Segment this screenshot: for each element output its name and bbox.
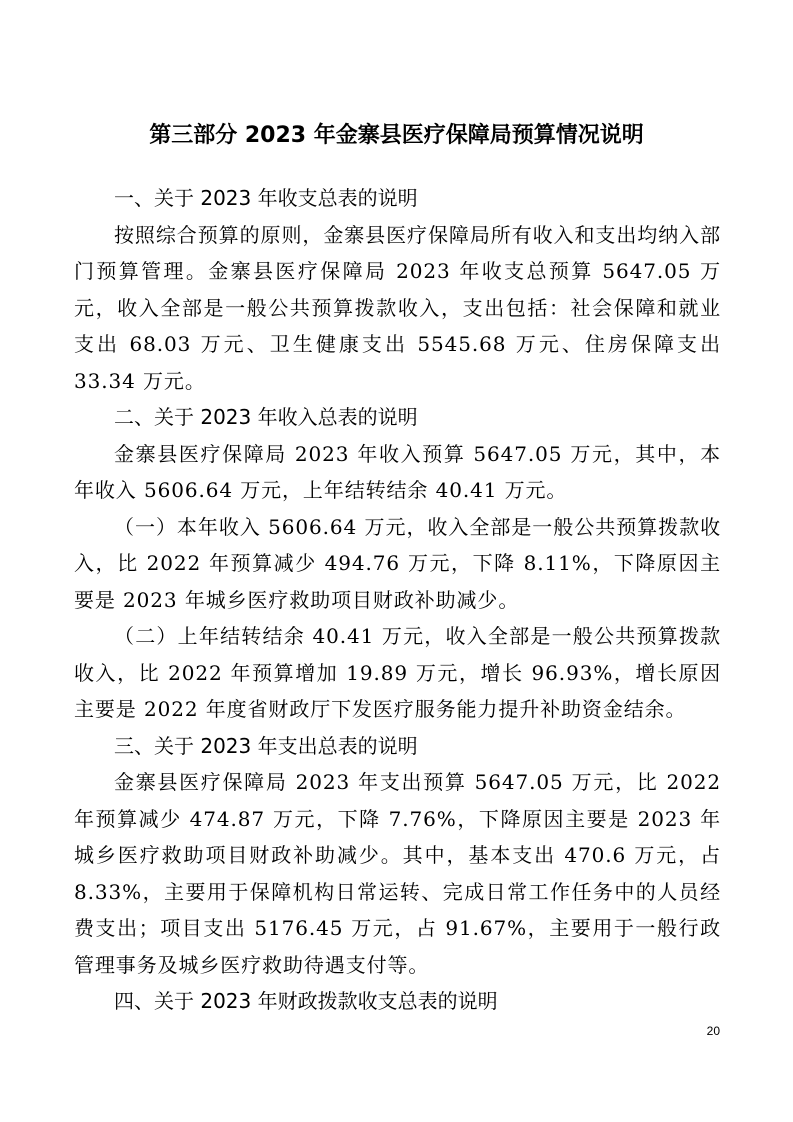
section-heading-2: 二、关于 2023 年收入总表的说明: [114, 405, 418, 429]
document-body: [74, 180, 721, 1020]
section-heading-1: 一、关于 2023 年收支总表的说明: [114, 186, 418, 210]
section-heading-4: 四、关于 2023 年财政拨款收支总表的说明: [114, 989, 498, 1013]
paragraph-4: （二）上年结转结余 40.41 万元，收入全部是一般公共预算拨款收入，比 2022 年预算增加 19.89 万元，增长 96.93%，增长原因主要是 2022 年度省财政厅下发医疗服务能力提升补助资金结余。: [74, 624, 721, 721]
paragraph-1: 按照综合预算的原则，金寨县医疗保障局所有收入和支出均纳入部门预算管理。金寨县医疗保障局 2023 年收支总预算 5647.05 万元，收入全部是一般公共预算拨款收入，支出包括：社会保障和就业支出 68.03 万元、卫生健康支出 5545.68 万元、住房保障支出 33.34 万元。: [74, 222, 721, 393]
paragraph-5: 金寨县医疗保障局 2023 年支出预算 5647.05 万元，比 2022 年预算减少 474.87 万元，下降 7.76%，下降原因主要是 2023 年城乡医疗救助项目财政补助减少。其中，基本支出 470.6 万元，占 8.33%，主要用于保障机构日常运转、完成日常工作任务中的人员经费支出；项目支出 5176.45 万元，占 91.67%，主要用于一般行政管理事务及城乡医疗救助待遇支付等。: [74, 770, 721, 977]
page-number: 20: [706, 1024, 720, 1038]
paragraph-3: （一）本年收入 5606.64 万元，收入全部是一般公共预算拨款收入，比 2022 年预算减少 494.76 万元，下降 8.11%，下降原因主要是 2023 年城乡医疗救助项目财政补助减少。: [74, 514, 721, 612]
paragraph-2: 金寨县医疗保障局 2023 年收入预算 5647.05 万元，其中，本年收入 5606.64 万元，上年结转结余 40.41 万元。: [74, 441, 721, 502]
section-heading-3: 三、关于 2023 年支出总表的说明: [114, 733, 418, 758]
document-title: 第三部分 2023 年金寨县医疗保障局预算情况说明: [149, 122, 644, 148]
